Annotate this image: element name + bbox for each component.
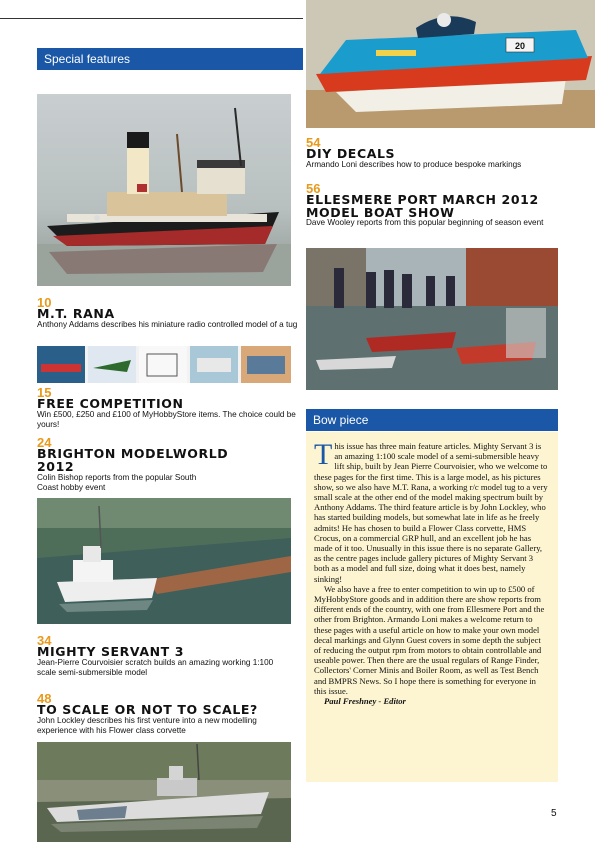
feature-description: Dave Wooley reports from this popular beginning of season event [306,218,544,227]
feature-page-number: 10 [37,295,52,310]
tug-photo [37,94,291,286]
feature-page-number: 15 [37,385,52,400]
drop-cap: T [314,438,333,471]
bow-paragraph: his issue has three main feature articles. Mighty Servant 3 is an amazing 1:100 scale model of a semi-submersible heavy lift ship, built by Jean Pierre Courvoisier, who we welcome to these pages for the first time. This is a large model, as his pictures show, so we also have M.T. Rana, a working r/c model tug to a very small scale at the other end of the model making spectrum built by Anthony Addams. The third feature article is by John Lockley, who has started building models, but somewhat late in life as he freely admits! He has chosen to build a Flower Class corvette, HMS Crocus, on a commercial GRP hull, and an excellent job he has made of it too. Unusually in this issue there is no separate Gallery, as the centre pages include gallery pictures of Mighty Servant 3 both as a model and full size, doing what it does best, namely sinking! [314,441,548,584]
feature-page-number: 34 [37,633,52,648]
feature-title: M.T. RANA [37,306,115,321]
editor-signature: Paul Freshney - Editor [324,696,406,707]
decal-hull-photo [306,0,595,128]
feature-description: Win £500, £250 and £100 of MyHobbyStore items. The choice could be yours! [37,410,296,429]
feature-description: Anthony Addams describes his miniature radio controlled model of a tug [37,320,298,329]
corvette-photo [37,742,291,842]
mighty-servant-photo [37,498,291,624]
bow-paragraph: We also have a free to enter competition to win up to £500 of MyHobbyStore goods and in addition there are show reports from different ends of the country, with one from Ellesmere Port and the other from Brighton. Armando Loni makes a welcome return to these pages with a useful article on how to make your own model decal markings and Glynn Guest covers in some depth the subject of reducing the output rpm from motors to obtain controllable and useable power. Then there are the usual regulars of Range Finder, Collectors' Corner Minis and Boiler Room, as well as Test Bench and BMPRS News. So I hope there is something for everyone in this issue. [314,583,545,696]
ellesmere-show-photo [306,248,558,390]
bow-piece-text [314,438,550,707]
feature-title: FREE COMPETITION [37,396,184,411]
feature-description: John Lockley describes his first venture into a new modelling experience with his Flower class corvette [37,716,257,735]
feature-title: ELLESMERE PORT MARCH 2012 MODEL BOAT SHOW [306,192,539,220]
hull-number-label: 20 [515,41,526,51]
section-header: Special features [37,48,303,70]
feature-page-number: 54 [306,135,321,150]
feature-title: MIGHTY SERVANT 3 [37,644,185,659]
top-rule [0,18,303,19]
feature-page-number: 24 [37,435,52,450]
page-number: 5 [551,808,557,819]
bow-piece-header: Bow piece [306,409,558,431]
feature-page-number: 48 [37,691,52,706]
feature-description: Colin Bishop reports from the popular South Coast hobby event [37,473,197,492]
feature-title: TO SCALE OR NOT TO SCALE? [37,702,258,717]
feature-page-number: 56 [306,181,321,196]
feature-description: Jean-Pierre Courvoisier scratch builds an amazing working 1:100 scale semi-submersible model [37,658,274,677]
feature-description: Armando Loni describes how to produce bespoke markings [306,160,522,169]
tug-thumbnail-strip [37,346,291,383]
bow-piece-box [306,432,558,782]
feature-title: BRIGHTON MODELWORLD 2012 [37,446,229,474]
feature-title: DIY DECALS [306,146,396,161]
